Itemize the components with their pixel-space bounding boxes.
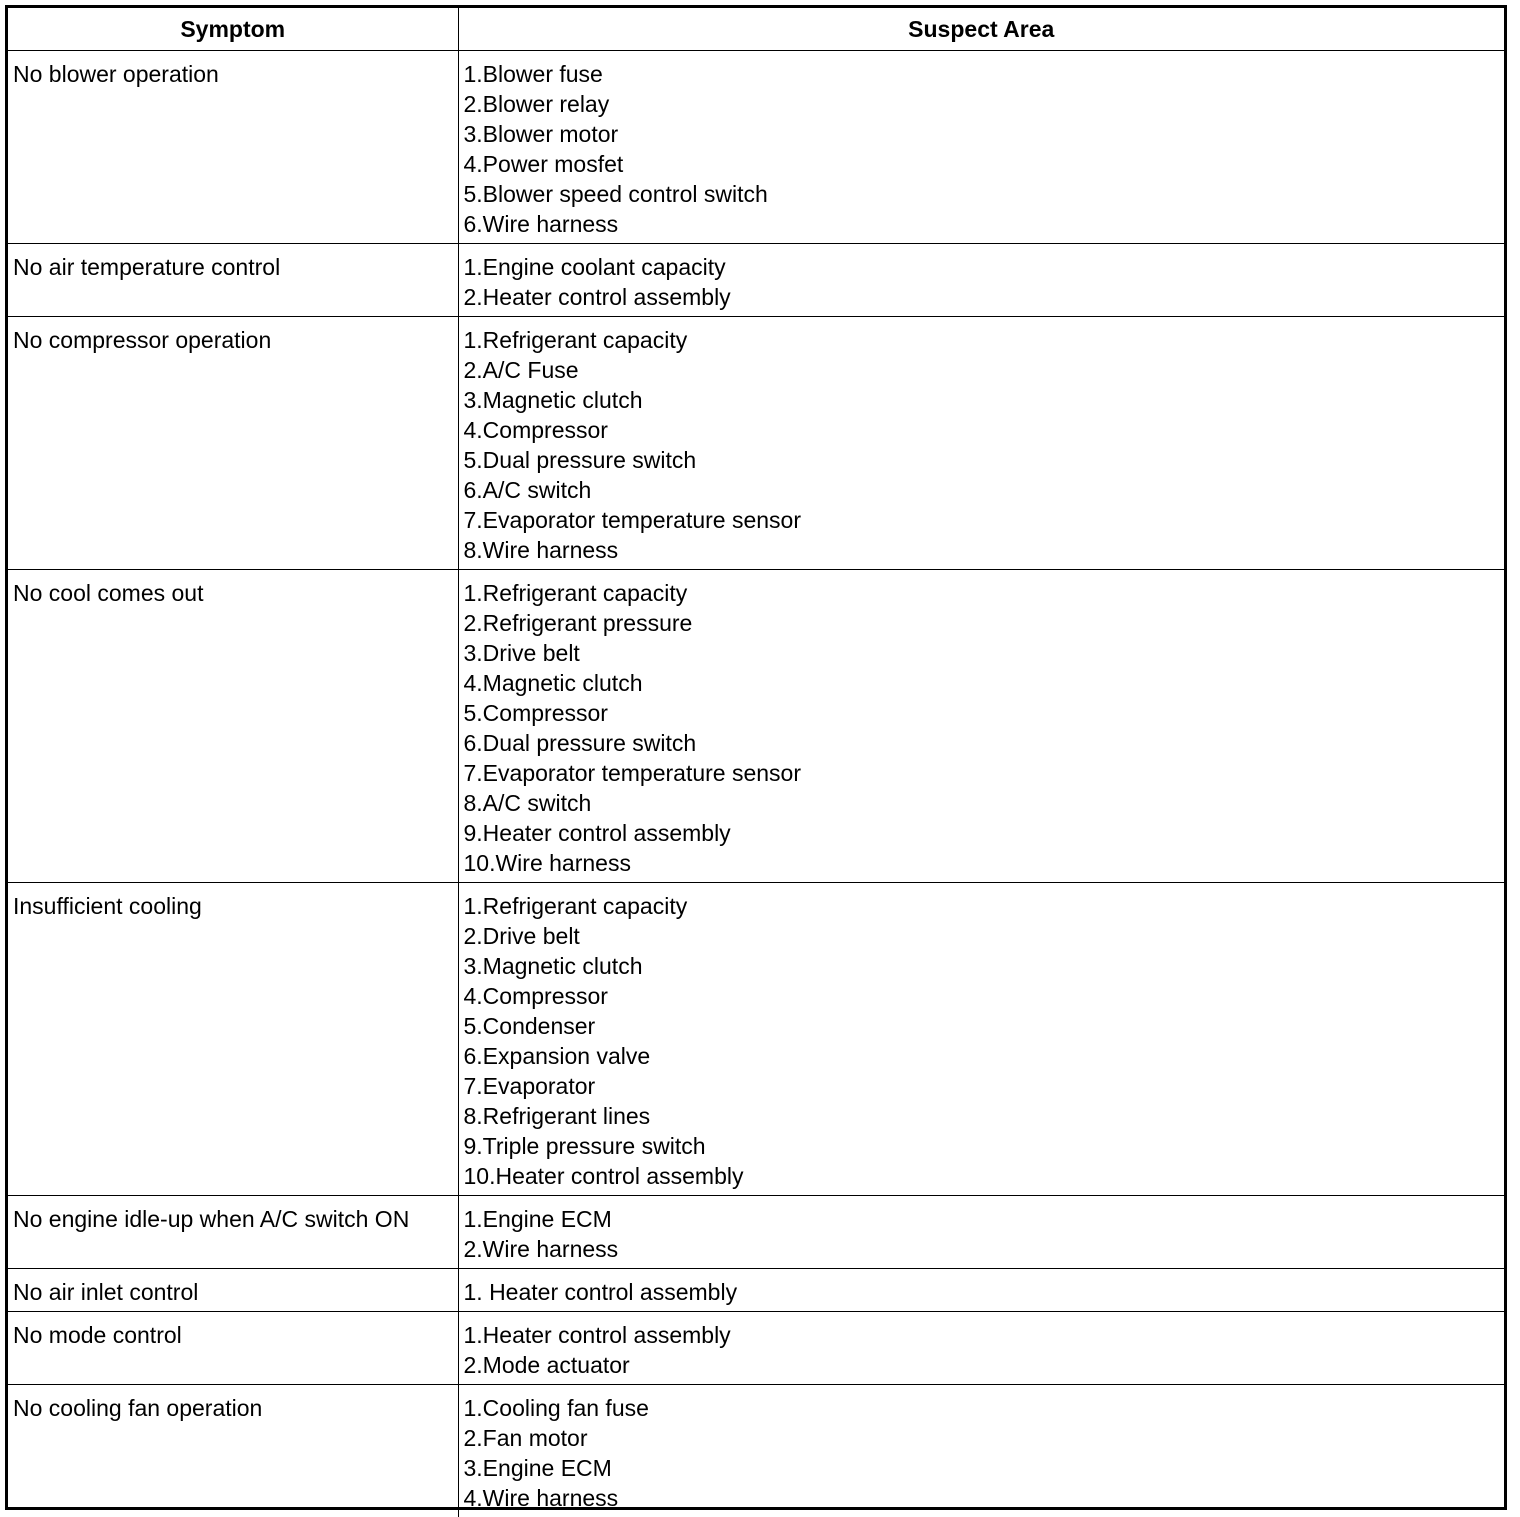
suspect-item: 6.Wire harness [464,209,1501,239]
suspect-item: 6.Dual pressure switch [464,728,1501,758]
suspect-item: 7.Evaporator temperature sensor [464,505,1501,535]
suspect-item: 2.Wire harness [464,1234,1501,1264]
suspect-area-cell [458,1196,1504,1269]
table-row [8,51,1504,244]
suspect-area-cell [458,317,1504,570]
suspect-item: 3.Magnetic clutch [464,951,1501,981]
suspect-item: 8.Refrigerant lines [464,1101,1501,1131]
suspect-item: 3.Blower motor [464,119,1501,149]
header-row [8,8,1504,51]
table-row [8,244,1504,317]
suspect-item: 2.Refrigerant pressure [464,608,1501,638]
suspect-item: 1.Refrigerant capacity [464,891,1501,921]
suspect-item: 2.Blower relay [464,89,1501,119]
suspect-item: 4.Compressor [464,981,1501,1011]
suspect-item: 4.Power mosfet [464,149,1501,179]
suspect-area-cell [458,51,1504,244]
suspect-item: 4.Compressor [464,415,1501,445]
troubleshooting-table [8,8,1504,1517]
suspect-item: 10.Wire harness [464,848,1501,878]
symptom-cell: No mode control [8,1312,458,1385]
suspect-area-cell [458,570,1504,883]
suspect-item: 2.Fan motor [464,1423,1501,1453]
suspect-item: 6.Expansion valve [464,1041,1501,1071]
suspect-item: 7.Evaporator [464,1071,1501,1101]
symptom-cell: No compressor operation [8,317,458,570]
suspect-item: 1.Engine ECM [464,1204,1501,1234]
suspect-item: 2.Heater control assembly [464,282,1501,312]
suspect-item: 9.Heater control assembly [464,818,1501,848]
suspect-item: 10.Heater control assembly [464,1161,1501,1191]
table-row [8,317,1504,570]
suspect-item: 8.A/C switch [464,788,1501,818]
suspect-area-cell [458,244,1504,317]
symptom-cell: No air inlet control [8,1269,458,1312]
suspect-item: 2.A/C Fuse [464,355,1501,385]
table-row [8,1196,1504,1269]
symptom-cell: No cooling fan operation [8,1385,458,1517]
suspect-item: 5.Dual pressure switch [464,445,1501,475]
suspect-item: 7.Evaporator temperature sensor [464,758,1501,788]
symptom-cell: No engine idle-up when A/C switch ON [8,1196,458,1269]
suspect-item: 1.Blower fuse [464,59,1501,89]
suspect-item: 1.Refrigerant capacity [464,325,1501,355]
symptom-cell: No air temperature control [8,244,458,317]
suspect-area-cell [458,883,1504,1196]
symptom-cell: No cool comes out [8,570,458,883]
suspect-item: 1.Refrigerant capacity [464,578,1501,608]
symptom-cell: No blower operation [8,51,458,244]
suspect-item: 9.Triple pressure switch [464,1131,1501,1161]
symptom-header: Symptom [8,8,458,51]
suspect-item: 3.Engine ECM [464,1453,1501,1483]
suspect-area-cell [458,1269,1504,1312]
suspect-item: 5.Compressor [464,698,1501,728]
suspect-area-cell [458,1385,1504,1517]
suspect-item: 3.Magnetic clutch [464,385,1501,415]
suspect-item: 4.Wire harness [464,1483,1501,1513]
suspect-item: 1.Cooling fan fuse [464,1393,1501,1423]
table-row [8,1312,1504,1385]
suspect-item: 5.Condenser [464,1011,1501,1041]
table-body [8,51,1504,1517]
suspect-area-cell [458,1312,1504,1385]
suspect-item: 3.Drive belt [464,638,1501,668]
suspect-item: 8.Wire harness [464,535,1501,565]
table-row [8,570,1504,883]
symptom-cell: Insufficient cooling [8,883,458,1196]
troubleshooting-table-frame [5,5,1507,1510]
table-row [8,883,1504,1196]
suspect-item: 4.Magnetic clutch [464,668,1501,698]
suspect-item: 1.Engine coolant capacity [464,252,1501,282]
suspect-item: 6.A/C switch [464,475,1501,505]
table-row [8,1269,1504,1312]
suspect-item: 2.Mode actuator [464,1350,1501,1380]
table-row [8,1385,1504,1517]
suspect-item: 2.Drive belt [464,921,1501,951]
suspect-item: 5.Blower speed control switch [464,179,1501,209]
suspect-item: 1.Heater control assembly [464,1320,1501,1350]
suspect-area-header: Suspect Area [458,8,1504,51]
suspect-item: 1. Heater control assembly [464,1277,1501,1307]
